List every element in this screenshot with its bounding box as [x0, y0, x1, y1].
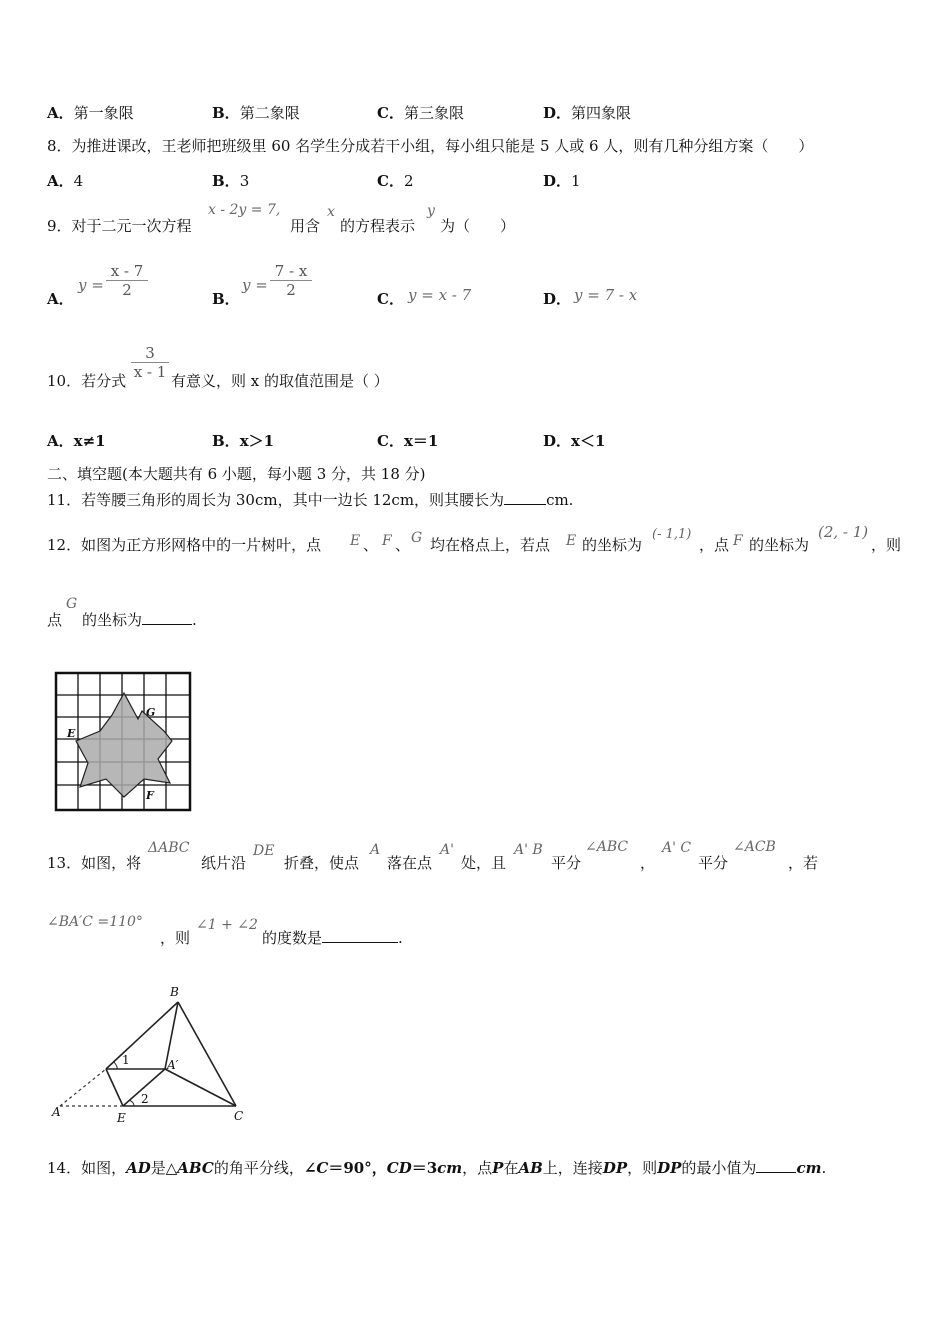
segment-de: DE	[253, 843, 275, 859]
option-a: A．4	[47, 172, 84, 190]
question-12-part6: ，则	[871, 536, 902, 554]
angle-acb: ∠ACB	[733, 839, 776, 855]
point-g: G	[411, 530, 423, 546]
question-12-part5: 的坐标为	[749, 536, 810, 554]
question-12-line2: 点	[47, 611, 63, 629]
question-text: ，则	[627, 1159, 658, 1177]
question-text: 在	[503, 1159, 519, 1177]
question-14	[47, 1158, 826, 1178]
unit: cm	[437, 1159, 463, 1177]
label-a-prime: A′	[167, 1058, 179, 1072]
triangle-abc: ABC	[177, 1159, 214, 1177]
point-g: G	[66, 596, 78, 612]
fraction	[131, 344, 169, 381]
question-13-part8: ，若	[788, 854, 819, 872]
numerator: 7 - x	[274, 262, 308, 280]
numerator: 3	[145, 344, 155, 362]
point-f: F	[733, 533, 743, 549]
option-c: C．x＝1	[377, 432, 439, 450]
label-e: E	[117, 1111, 126, 1125]
label-b: B	[170, 985, 179, 999]
option-b: B．第二象限	[212, 104, 300, 122]
option-c: C．	[377, 290, 404, 308]
variable-x: x	[327, 204, 335, 220]
angle-sum: ∠1 + ∠2	[196, 917, 258, 933]
option-b-lhs: y =	[242, 276, 268, 294]
label-angle-2: 2	[141, 1092, 149, 1106]
question-text: 是△	[150, 1159, 178, 1177]
answer-blank[interactable]	[322, 928, 398, 943]
label-c: C	[234, 1109, 244, 1123]
question-text: 的坐标为	[82, 611, 143, 629]
segment-ad: AD	[126, 1159, 151, 1177]
option-c: C．第三象限	[377, 104, 464, 122]
folded-triangle-figure	[48, 982, 258, 1128]
option-b: B．3	[212, 172, 250, 190]
label-angle-1: 1	[122, 1053, 130, 1067]
option-a-fraction	[106, 262, 148, 299]
question-8: 8．为推进课改，王老师把班级里 60 名学生分成若干小组，每小组只能是 5 人或 6 人，则有几种分组方案（ ）	[47, 137, 814, 155]
period: .	[821, 1159, 827, 1177]
separator: 、	[363, 536, 379, 554]
numerator: x - 7	[110, 262, 144, 280]
point-e: E	[566, 533, 577, 549]
segment-a-prime-b: A' B	[514, 842, 543, 858]
segment-a-prime-c: A' C	[662, 840, 692, 856]
segment-dp: DP	[657, 1159, 682, 1177]
option-a: A．x≠1	[47, 432, 106, 450]
question-text: 11．若等腰三角形的周长为 30cm，其中一边长 12cm，则其腰长为	[47, 491, 505, 509]
denominator: 2	[122, 281, 132, 299]
denominator: x - 1	[133, 363, 167, 381]
question-13-part6: 平分	[551, 854, 582, 872]
question-13-part1: 13．如图，将	[47, 854, 142, 872]
option-a: A．第一象限	[47, 104, 134, 122]
option-c-expr: y = x - 7	[408, 286, 472, 304]
segment-dp: DP	[602, 1159, 628, 1177]
equation: x - 2y = 7,	[208, 202, 281, 218]
question-12-part3: 的坐标为	[582, 536, 643, 554]
label-f: F	[146, 789, 154, 802]
point-f: F	[382, 533, 392, 549]
question-13-part5: 处，且	[461, 854, 507, 872]
separator: 、	[395, 536, 411, 554]
question-12-line2	[82, 610, 197, 630]
question-text: 上，连接	[542, 1159, 603, 1177]
question-12-part1: 12．如图为正方形网格中的一片树叶，点	[47, 536, 322, 554]
question-13-part3: 折叠，使点	[284, 854, 360, 872]
question-12-part4: ，点	[699, 536, 730, 554]
coordinate-e: (- 1,1)	[652, 527, 692, 542]
coordinate-f: (2, - 1)	[818, 523, 869, 541]
question-13-part7: 平分	[698, 854, 729, 872]
question-text: ＝90°，	[328, 1159, 387, 1177]
question-13-part2: 纸片沿	[201, 854, 247, 872]
leaf-grid-figure	[54, 671, 194, 813]
question-text: ＝3	[411, 1159, 438, 1177]
angle-c: ∠C	[303, 1159, 329, 1177]
answer-blank[interactable]	[504, 490, 546, 505]
option-d: D．	[543, 290, 572, 308]
point-a-prime: A'	[440, 842, 454, 858]
unit: cm.	[546, 491, 574, 509]
segment-cd: CD	[386, 1159, 412, 1177]
angle-abc: ∠ABC	[585, 839, 629, 855]
option-d-expr: y = 7 - x	[574, 286, 638, 304]
option-b: B．x＞1	[212, 432, 275, 450]
question-9-stem: 9．对于二元一次方程	[47, 217, 192, 235]
angle-given: ∠BA′C =110°	[47, 914, 143, 930]
question-10-tail: 有意义，则 x 的取值范围是（ ）	[171, 372, 389, 390]
question-text: 的角平分线，	[213, 1159, 304, 1177]
question-13-part4: 落在点	[387, 854, 433, 872]
answer-blank[interactable]	[756, 1158, 796, 1173]
section-title: 二、填空题(本大题共有 6 小题，每小题 3 分，共 18 分)	[47, 465, 426, 483]
question-9-text: 用含	[290, 217, 321, 235]
question-13-line2	[262, 928, 403, 948]
label-e: E	[67, 727, 76, 740]
question-12-part2: 均在格点上，若点	[430, 536, 551, 554]
question-9-text: 的方程表示	[340, 217, 416, 235]
variable-y: y	[427, 203, 435, 219]
point-p: P	[492, 1159, 504, 1177]
denominator: 2	[286, 281, 296, 299]
question-10-stem: 10．若分式	[47, 372, 127, 390]
option-a: A．	[47, 290, 74, 308]
point-e: E	[350, 533, 361, 549]
question-text: 的最小值为	[681, 1159, 757, 1177]
option-d: D．第四象限	[543, 104, 632, 122]
option-b-fraction	[270, 262, 312, 299]
option-d: D．x＜1	[543, 432, 606, 450]
question-9-tail: 为（ ）	[440, 217, 516, 235]
option-c: C．2	[377, 172, 414, 190]
question-text: 14．如图，	[47, 1159, 127, 1177]
question-13-line2: ，则	[160, 929, 191, 947]
triangle-abc: ΔABC	[148, 840, 190, 856]
question-11	[47, 490, 573, 510]
option-b: B．	[212, 290, 240, 308]
question-text: 的度数是	[262, 929, 323, 947]
label-g: G	[146, 706, 156, 719]
point-a: A	[370, 842, 381, 858]
period: .	[192, 611, 197, 629]
segment-ab: AB	[518, 1159, 543, 1177]
answer-blank[interactable]	[142, 610, 192, 625]
unit: cm	[796, 1159, 822, 1177]
option-a-lhs: y =	[78, 276, 104, 294]
question-text: ，点	[462, 1159, 493, 1177]
label-a: A	[52, 1105, 61, 1119]
option-d: D．1	[543, 172, 581, 190]
period: .	[398, 929, 403, 947]
separator: ，	[640, 854, 656, 872]
